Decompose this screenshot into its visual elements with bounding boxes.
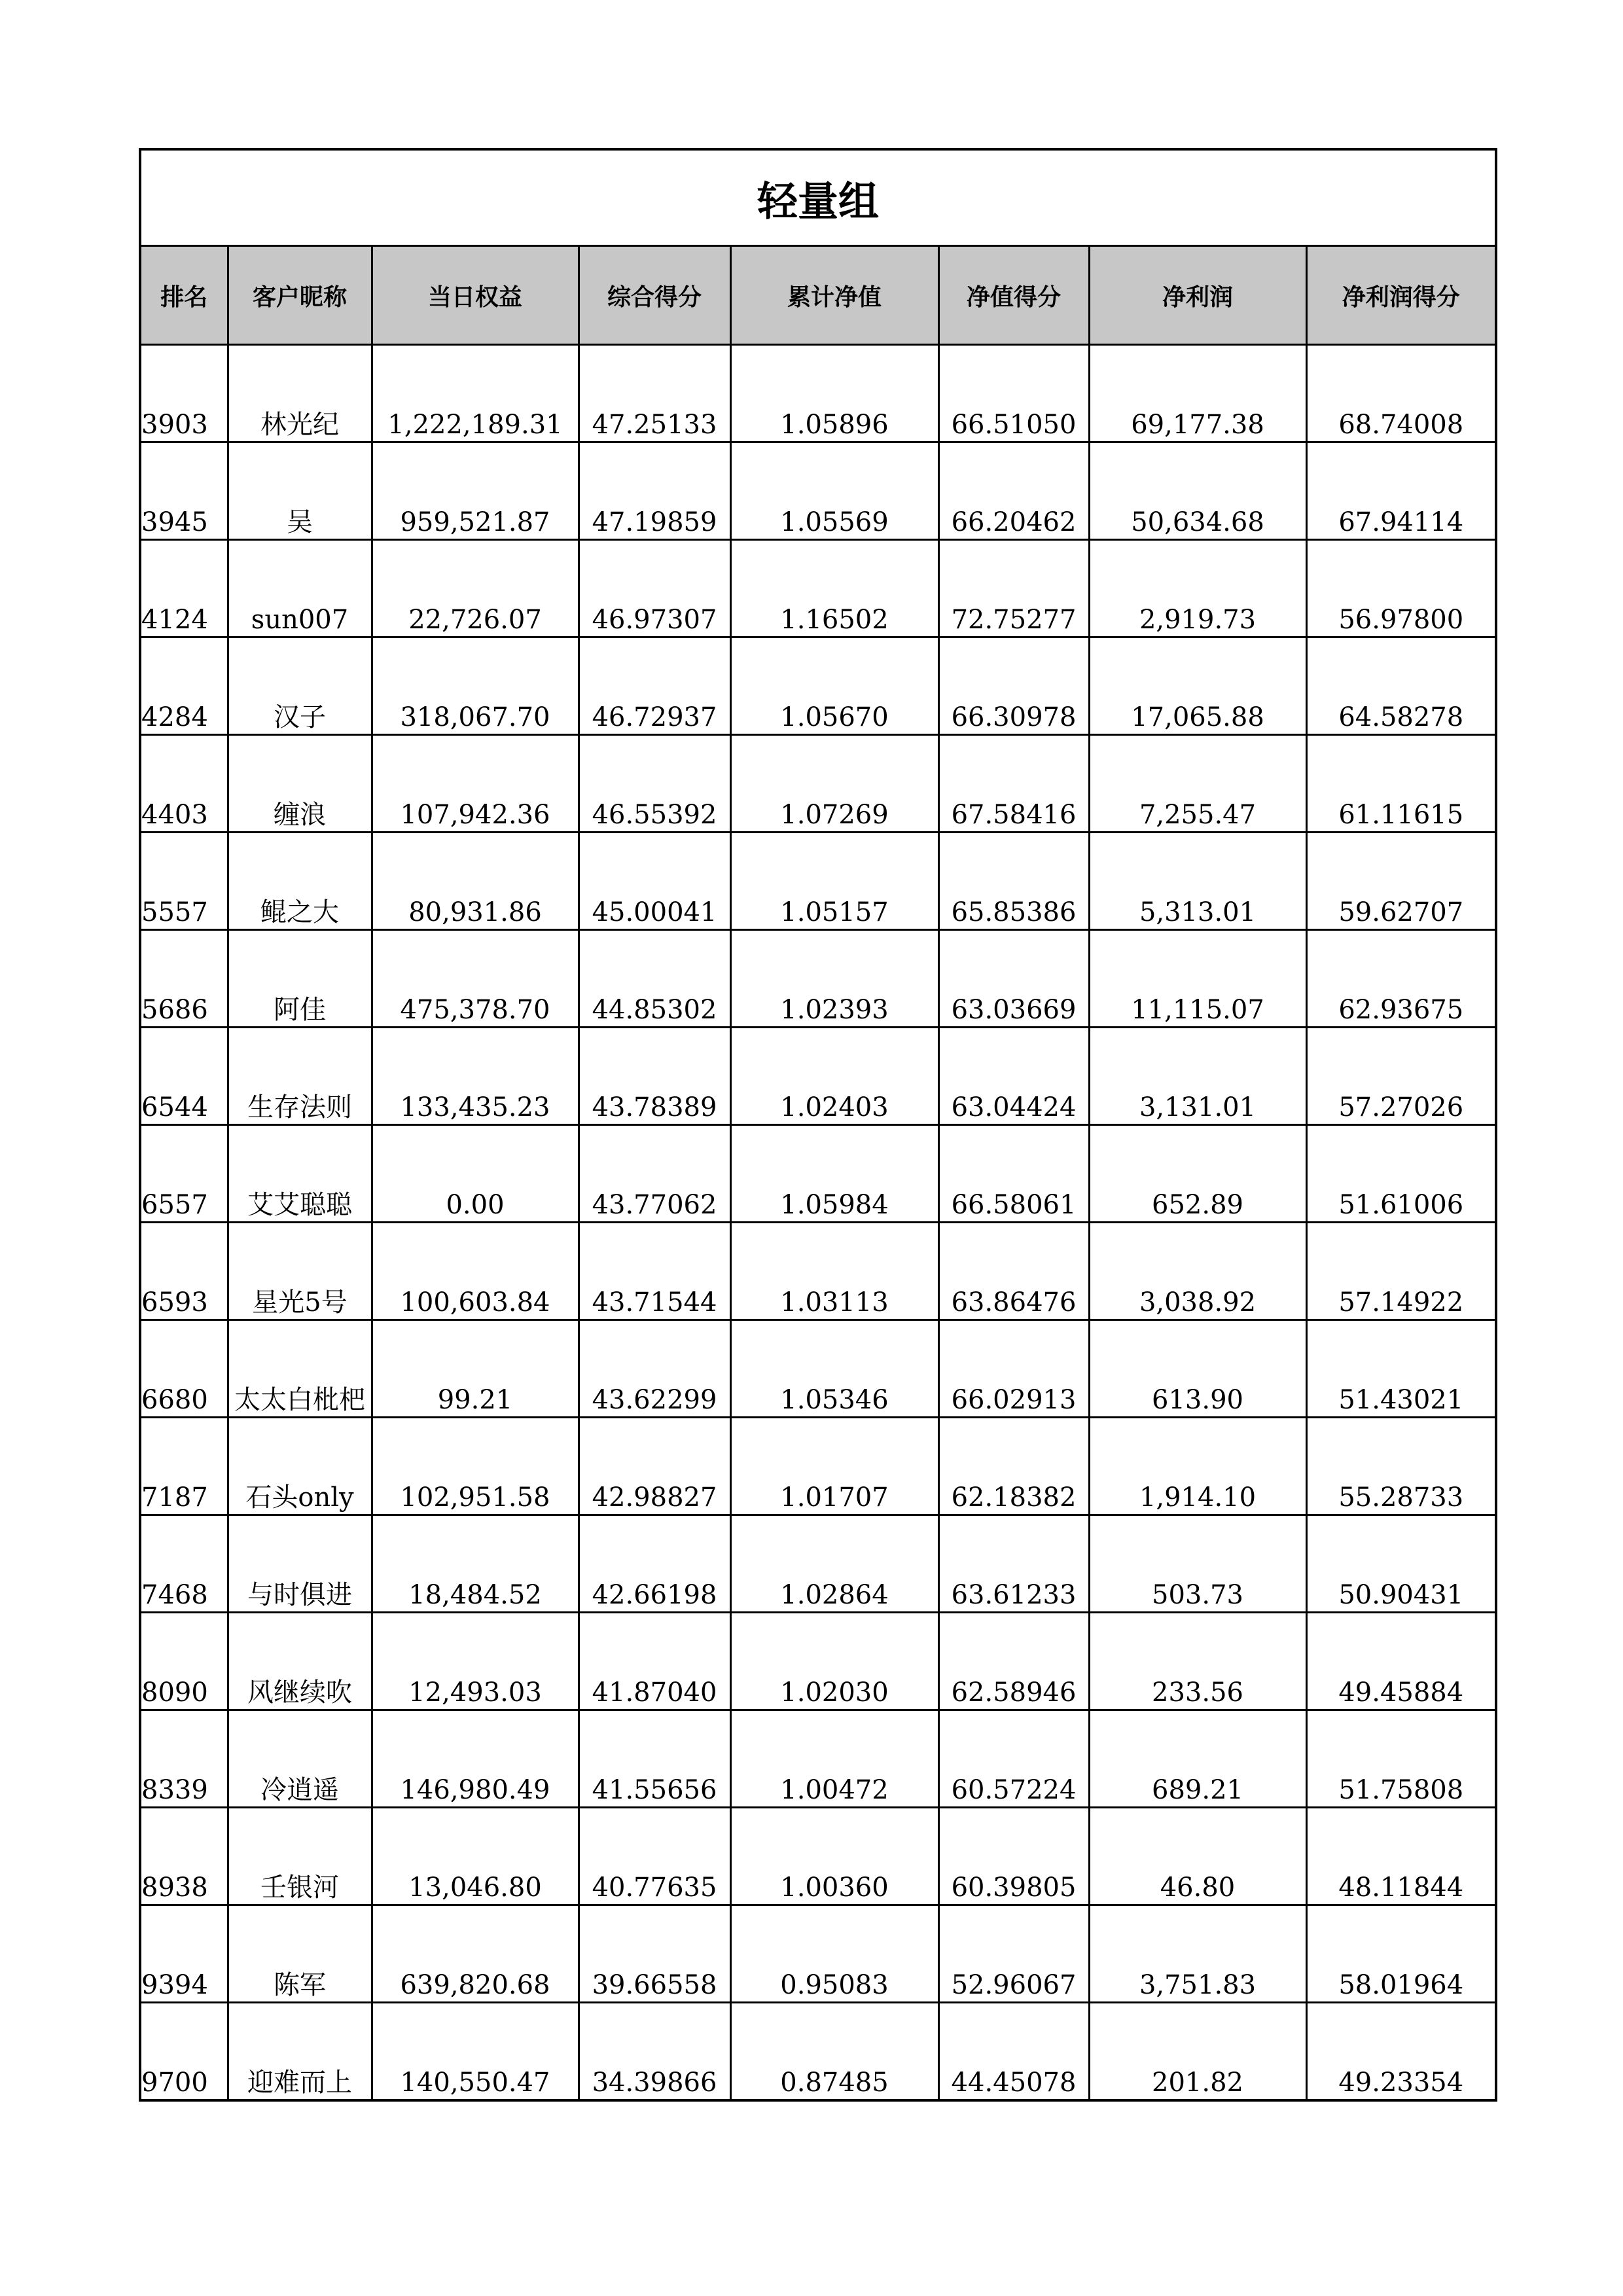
nav-score-cell: 63.04424 [938, 1028, 1089, 1125]
nav-score-cell: 66.20462 [938, 442, 1089, 540]
cumulative-nav-cell: 0.95083 [730, 1905, 938, 2003]
cumulative-nav-cell: 1.05346 [730, 1320, 938, 1418]
net-profit-score-cell: 51.75808 [1306, 1710, 1496, 1808]
net-profit-score-cell: 64.58278 [1306, 637, 1496, 735]
table-row [140, 2003, 1496, 2101]
cumulative-nav-cell: 1.05984 [730, 1125, 938, 1223]
net-profit-score-cell: 56.97800 [1306, 540, 1496, 637]
table-row [140, 1515, 1496, 1613]
nav-score-cell: 63.86476 [938, 1223, 1089, 1320]
rank-cell: 4124 [140, 540, 228, 637]
net-profit-score-cell: 48.11844 [1306, 1808, 1496, 1905]
net-profit-score-cell: 58.01964 [1306, 1905, 1496, 2003]
net-profit-score-cell: 57.27026 [1306, 1028, 1496, 1125]
column-header-net-profit: 净利润 [1089, 246, 1306, 345]
rank-cell: 6557 [140, 1125, 228, 1223]
nickname-cell: 风继续吹 [228, 1613, 372, 1710]
nav-score-cell: 44.45078 [938, 2003, 1089, 2101]
nickname-cell: 缠浪 [228, 735, 372, 833]
rank-cell: 5686 [140, 930, 228, 1028]
equity-cell: 475,378.70 [372, 930, 579, 1028]
net-profit-cell: 11,115.07 [1089, 930, 1306, 1028]
header-row [140, 246, 1496, 345]
table-row [140, 1125, 1496, 1223]
total-score-cell: 39.66558 [579, 1905, 730, 2003]
nav-score-cell: 66.58061 [938, 1125, 1089, 1223]
nickname-cell: 林光纪 [228, 345, 372, 442]
equity-cell: 639,820.68 [372, 1905, 579, 2003]
cumulative-nav-cell: 1.02864 [730, 1515, 938, 1613]
total-score-cell: 47.19859 [579, 442, 730, 540]
rank-cell: 7187 [140, 1418, 228, 1515]
net-profit-cell: 1,914.10 [1089, 1418, 1306, 1515]
net-profit-cell: 3,131.01 [1089, 1028, 1306, 1125]
net-profit-cell: 69,177.38 [1089, 345, 1306, 442]
total-score-cell: 47.25133 [579, 345, 730, 442]
nickname-cell: 鲲之大 [228, 833, 372, 930]
rank-cell: 4284 [140, 637, 228, 735]
cumulative-nav-cell: 1.16502 [730, 540, 938, 637]
table-row [140, 1905, 1496, 2003]
nav-score-cell: 60.39805 [938, 1808, 1089, 1905]
cumulative-nav-cell: 1.05157 [730, 833, 938, 930]
net-profit-score-cell: 61.11615 [1306, 735, 1496, 833]
table-body [140, 345, 1496, 2101]
cumulative-nav-cell: 1.02403 [730, 1028, 938, 1125]
table-row [140, 1028, 1496, 1125]
total-score-cell: 43.62299 [579, 1320, 730, 1418]
column-header-nav-score: 净值得分 [938, 246, 1089, 345]
nickname-cell: 阿佳 [228, 930, 372, 1028]
equity-cell: 18,484.52 [372, 1515, 579, 1613]
cumulative-nav-cell: 1.05569 [730, 442, 938, 540]
rank-cell: 4403 [140, 735, 228, 833]
cumulative-nav-cell: 1.00360 [730, 1808, 938, 1905]
table-title: 轻量组 [140, 149, 1496, 246]
net-profit-cell: 7,255.47 [1089, 735, 1306, 833]
net-profit-cell: 652.89 [1089, 1125, 1306, 1223]
table-row [140, 1223, 1496, 1320]
rank-cell: 3903 [140, 345, 228, 442]
net-profit-cell: 201.82 [1089, 2003, 1306, 2101]
net-profit-cell: 503.73 [1089, 1515, 1306, 1613]
equity-cell: 107,942.36 [372, 735, 579, 833]
cumulative-nav-cell: 1.03113 [730, 1223, 938, 1320]
total-score-cell: 40.77635 [579, 1808, 730, 1905]
table-row [140, 442, 1496, 540]
nickname-cell: 生存法则 [228, 1028, 372, 1125]
nickname-cell: 吴 [228, 442, 372, 540]
total-score-cell: 42.98827 [579, 1418, 730, 1515]
cumulative-nav-cell: 1.02393 [730, 930, 938, 1028]
net-profit-score-cell: 51.43021 [1306, 1320, 1496, 1418]
net-profit-cell: 613.90 [1089, 1320, 1306, 1418]
nav-score-cell: 63.61233 [938, 1515, 1089, 1613]
table-row [140, 1710, 1496, 1808]
equity-cell: 0.00 [372, 1125, 579, 1223]
column-header-equity: 当日权益 [372, 246, 579, 345]
column-header-net-profit-score: 净利润得分 [1306, 246, 1496, 345]
nickname-cell: sun007 [228, 540, 372, 637]
cumulative-nav-cell: 1.07269 [730, 735, 938, 833]
nav-score-cell: 52.96067 [938, 1905, 1089, 2003]
column-header-rank: 排名 [140, 246, 228, 345]
net-profit-cell: 3,038.92 [1089, 1223, 1306, 1320]
net-profit-cell: 2,919.73 [1089, 540, 1306, 637]
column-header-total-score: 综合得分 [579, 246, 730, 345]
rank-cell: 5557 [140, 833, 228, 930]
table-row [140, 637, 1496, 735]
rank-cell: 8938 [140, 1808, 228, 1905]
cumulative-nav-cell: 1.02030 [730, 1613, 938, 1710]
equity-cell: 1,222,189.31 [372, 345, 579, 442]
equity-cell: 12,493.03 [372, 1613, 579, 1710]
total-score-cell: 43.77062 [579, 1125, 730, 1223]
equity-cell: 13,046.80 [372, 1808, 579, 1905]
column-header-nickname: 客户昵称 [228, 246, 372, 345]
cumulative-nav-cell: 1.00472 [730, 1710, 938, 1808]
rank-cell: 6680 [140, 1320, 228, 1418]
rank-cell: 8339 [140, 1710, 228, 1808]
table-row [140, 1418, 1496, 1515]
net-profit-cell: 233.56 [1089, 1613, 1306, 1710]
nav-score-cell: 60.57224 [938, 1710, 1089, 1808]
equity-cell: 99.21 [372, 1320, 579, 1418]
nickname-cell: 与时俱进 [228, 1515, 372, 1613]
equity-cell: 133,435.23 [372, 1028, 579, 1125]
total-score-cell: 41.55656 [579, 1710, 730, 1808]
net-profit-score-cell: 49.23354 [1306, 2003, 1496, 2101]
rank-cell: 7468 [140, 1515, 228, 1613]
equity-cell: 140,550.47 [372, 2003, 579, 2101]
rank-cell: 6593 [140, 1223, 228, 1320]
nickname-cell: 壬银河 [228, 1808, 372, 1905]
cumulative-nav-cell: 1.05670 [730, 637, 938, 735]
rank-cell: 3945 [140, 442, 228, 540]
net-profit-score-cell: 57.14922 [1306, 1223, 1496, 1320]
nav-score-cell: 65.85386 [938, 833, 1089, 930]
net-profit-score-cell: 59.62707 [1306, 833, 1496, 930]
nickname-cell: 石头only [228, 1418, 372, 1515]
cumulative-nav-cell: 0.87485 [730, 2003, 938, 2101]
equity-cell: 100,603.84 [372, 1223, 579, 1320]
nav-score-cell: 66.51050 [938, 345, 1089, 442]
rank-cell: 6544 [140, 1028, 228, 1125]
net-profit-score-cell: 68.74008 [1306, 345, 1496, 442]
table-row [140, 540, 1496, 637]
table-row [140, 1320, 1496, 1418]
rank-cell: 9394 [140, 1905, 228, 2003]
total-score-cell: 46.97307 [579, 540, 730, 637]
net-profit-cell: 689.21 [1089, 1710, 1306, 1808]
nickname-cell: 冷逍遥 [228, 1710, 372, 1808]
net-profit-score-cell: 50.90431 [1306, 1515, 1496, 1613]
net-profit-cell: 5,313.01 [1089, 833, 1306, 930]
nickname-cell: 太太白枇杷 [228, 1320, 372, 1418]
rank-cell: 9700 [140, 2003, 228, 2101]
nav-score-cell: 72.75277 [938, 540, 1089, 637]
total-score-cell: 46.72937 [579, 637, 730, 735]
table-row [140, 833, 1496, 930]
total-score-cell: 42.66198 [579, 1515, 730, 1613]
net-profit-score-cell: 62.93675 [1306, 930, 1496, 1028]
nickname-cell: 汉子 [228, 637, 372, 735]
nav-score-cell: 66.02913 [938, 1320, 1089, 1418]
nav-score-cell: 62.58946 [938, 1613, 1089, 1710]
equity-cell: 318,067.70 [372, 637, 579, 735]
net-profit-score-cell: 51.61006 [1306, 1125, 1496, 1223]
equity-cell: 959,521.87 [372, 442, 579, 540]
total-score-cell: 45.00041 [579, 833, 730, 930]
table-row [140, 930, 1496, 1028]
net-profit-score-cell: 49.45884 [1306, 1613, 1496, 1710]
total-score-cell: 46.55392 [579, 735, 730, 833]
rank-cell: 8090 [140, 1613, 228, 1710]
nickname-cell: 星光5号 [228, 1223, 372, 1320]
nav-score-cell: 67.58416 [938, 735, 1089, 833]
total-score-cell: 34.39866 [579, 2003, 730, 2101]
equity-cell: 80,931.86 [372, 833, 579, 930]
net-profit-score-cell: 67.94114 [1306, 442, 1496, 540]
net-profit-cell: 17,065.88 [1089, 637, 1306, 735]
net-profit-cell: 46.80 [1089, 1808, 1306, 1905]
nickname-cell: 艾艾聪聪 [228, 1125, 372, 1223]
nav-score-cell: 62.18382 [938, 1418, 1089, 1515]
table-row [140, 1613, 1496, 1710]
nickname-cell: 陈军 [228, 1905, 372, 2003]
column-header-cumulative-nav: 累计净值 [730, 246, 938, 345]
net-profit-cell: 50,634.68 [1089, 442, 1306, 540]
table-row [140, 1808, 1496, 1905]
nav-score-cell: 63.03669 [938, 930, 1089, 1028]
cumulative-nav-cell: 1.05896 [730, 345, 938, 442]
equity-cell: 22,726.07 [372, 540, 579, 637]
total-score-cell: 41.87040 [579, 1613, 730, 1710]
ranking-table [139, 148, 1497, 2102]
total-score-cell: 43.71544 [579, 1223, 730, 1320]
table-row [140, 345, 1496, 442]
total-score-cell: 44.85302 [579, 930, 730, 1028]
nav-score-cell: 66.30978 [938, 637, 1089, 735]
cumulative-nav-cell: 1.01707 [730, 1418, 938, 1515]
equity-cell: 146,980.49 [372, 1710, 579, 1808]
equity-cell: 102,951.58 [372, 1418, 579, 1515]
net-profit-cell: 3,751.83 [1089, 1905, 1306, 2003]
total-score-cell: 43.78389 [579, 1028, 730, 1125]
net-profit-score-cell: 55.28733 [1306, 1418, 1496, 1515]
nickname-cell: 迎难而上 [228, 2003, 372, 2101]
table-row [140, 735, 1496, 833]
